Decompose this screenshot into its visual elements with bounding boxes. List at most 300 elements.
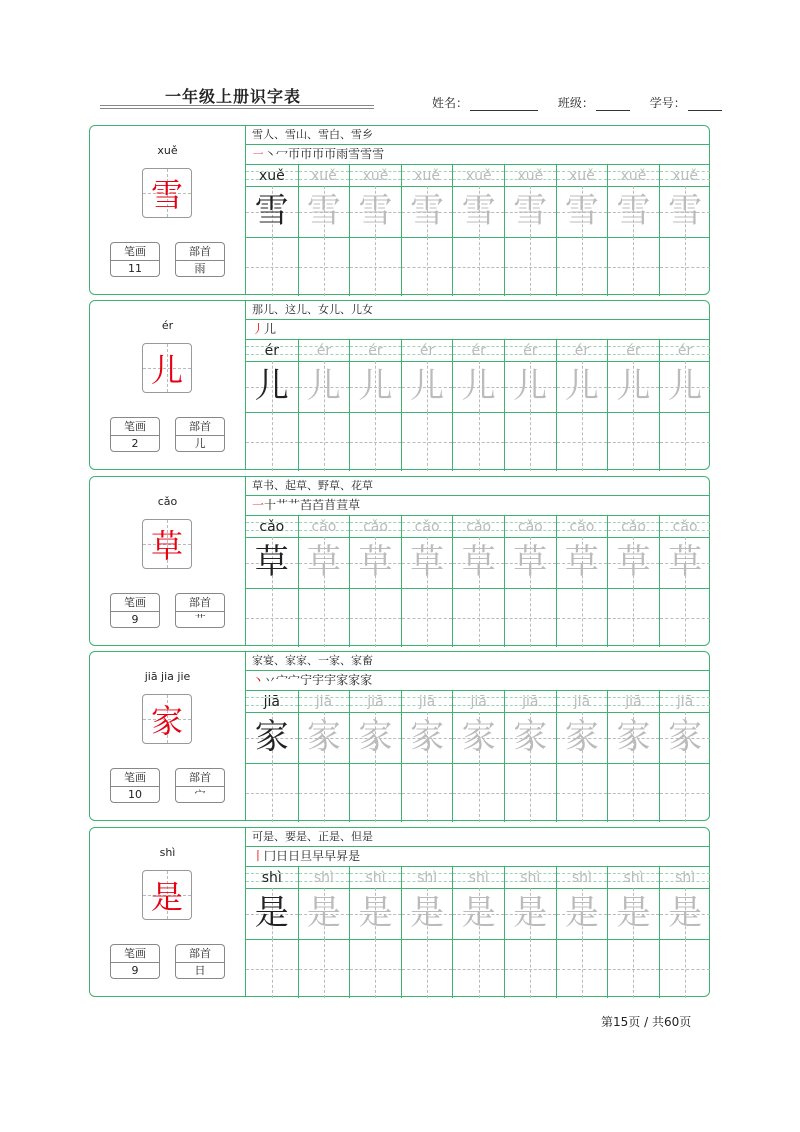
char-info-panel [90, 828, 246, 996]
practice-column [504, 866, 556, 998]
pinyin-trace: shì [571, 870, 592, 886]
stroke-count-label: 笔画 [111, 945, 159, 963]
char-card [89, 476, 710, 646]
char-display-box [142, 343, 192, 393]
stroke-step: 雪 [348, 147, 361, 161]
blank-writing-cell[interactable] [557, 412, 608, 471]
char-display-box [142, 870, 192, 920]
blank-writing-cell[interactable] [299, 763, 350, 822]
practice-column [659, 690, 711, 822]
pinyin-cell[interactable] [453, 690, 504, 713]
blank-writing-cell[interactable] [402, 939, 453, 998]
char-trace: 雪 [410, 191, 445, 231]
stroke-count-value: 11 [128, 262, 142, 275]
pinyin-trace: shì [623, 870, 644, 886]
pinyin-cell[interactable] [505, 515, 556, 538]
pinyin-trace: xuě [672, 168, 698, 184]
char-pinyin: ér [161, 319, 174, 332]
blank-writing-cell[interactable] [246, 588, 298, 647]
char-trace: 草 [358, 542, 393, 582]
char-info-panel [90, 477, 246, 645]
char-cell[interactable] [557, 888, 608, 940]
page-title: 一年级上册识字表 [165, 87, 302, 106]
stroke-count-box [110, 417, 160, 452]
char-cell[interactable] [246, 186, 298, 238]
practice-column [504, 164, 556, 296]
stroke-step: 艹 [288, 498, 301, 512]
blank-writing-cell[interactable] [350, 237, 401, 296]
char-trace: 草 [461, 542, 496, 582]
stroke-order [246, 846, 709, 867]
practice-column [607, 339, 659, 471]
char-cell[interactable] [350, 186, 401, 238]
char-pinyin: cǎo [157, 495, 178, 508]
pinyin-cell[interactable] [660, 690, 711, 713]
blank-writing-cell[interactable] [402, 588, 453, 647]
blank-writing-cell[interactable] [246, 763, 298, 822]
student-no-field[interactable] [688, 98, 722, 111]
char-cell[interactable] [402, 186, 453, 238]
pinyin-cell[interactable] [608, 339, 659, 362]
radical-value: 日 [194, 964, 206, 977]
blank-writing-cell[interactable] [660, 588, 711, 647]
practice-column [246, 515, 298, 647]
pinyin-cell[interactable] [246, 339, 298, 362]
radical-value: 宀 [194, 788, 206, 801]
stroke-step: 帀 [312, 147, 325, 161]
char-cell[interactable] [557, 537, 608, 589]
stroke-step: 十 [264, 498, 277, 512]
pinyin-trace: ér [574, 343, 590, 359]
char-info-panel [90, 652, 246, 820]
practice-column [452, 339, 504, 471]
practice-column [401, 164, 453, 296]
blank-writing-cell[interactable] [608, 763, 659, 822]
pinyin-cell[interactable] [350, 164, 401, 187]
stroke-step: 宀 [276, 673, 289, 687]
char-cell[interactable] [350, 712, 401, 764]
blank-writing-cell[interactable] [660, 412, 711, 471]
practice-column [607, 866, 659, 998]
pinyin-trace: xuě [311, 168, 337, 184]
char-cell[interactable] [350, 888, 401, 940]
blank-writing-cell[interactable] [453, 412, 504, 471]
practice-column [504, 515, 556, 647]
pinyin-cell[interactable] [608, 515, 659, 538]
pinyin-cell[interactable] [557, 339, 608, 362]
stroke-step: 苩 [300, 498, 313, 512]
practice-panel [246, 126, 709, 294]
pinyin-cell[interactable] [505, 339, 556, 362]
pinyin-cell[interactable] [402, 515, 453, 538]
stroke-step: 雪 [372, 147, 385, 161]
char-cell[interactable] [402, 537, 453, 589]
practice-column [452, 690, 504, 822]
char-trace: 是 [306, 893, 341, 933]
pinyin-trace: shì [675, 870, 696, 886]
radical-value: 雨 [194, 262, 206, 275]
blank-writing-cell[interactable] [660, 763, 711, 822]
pinyin-cell[interactable] [608, 690, 659, 713]
pinyin-cell[interactable] [557, 690, 608, 713]
practice-column [659, 339, 711, 471]
practice-column [607, 164, 659, 296]
stroke-count-box [110, 944, 160, 979]
blank-writing-cell[interactable] [453, 237, 504, 296]
pinyin-trace: jiā [263, 694, 280, 710]
word-examples: 雪人、雪山、雪白、雪乡 [246, 126, 709, 145]
practice-column [298, 339, 350, 471]
pinyin-cell[interactable] [350, 339, 401, 362]
pinyin-cell[interactable] [299, 164, 350, 187]
pinyin-trace: jiā [470, 694, 487, 710]
stroke-step: 丷 [264, 673, 277, 687]
practice-grid [246, 164, 709, 296]
char-pinyin: jiā jia jie [144, 670, 191, 683]
practice-column [607, 515, 659, 647]
pinyin-trace: xuě [465, 168, 492, 184]
char-cell[interactable] [453, 537, 504, 589]
char-trace: 是 [616, 893, 651, 933]
char-trace: 雪 [513, 191, 548, 231]
pinyin-cell[interactable] [402, 164, 453, 187]
stroke-step: 苩 [312, 498, 325, 512]
char-cell[interactable] [608, 888, 659, 940]
practice-panel [246, 477, 709, 645]
char-cell[interactable] [299, 361, 350, 413]
char-cell[interactable] [246, 712, 298, 764]
char-trace: 儿 [513, 366, 548, 406]
char-cell[interactable] [557, 361, 608, 413]
blank-writing-cell[interactable] [453, 939, 504, 998]
pinyin-trace: ér [316, 343, 332, 359]
practice-column [452, 515, 504, 647]
char-trace: 家 [616, 717, 651, 757]
char-cell[interactable] [608, 361, 659, 413]
char-cell[interactable] [660, 537, 711, 589]
stroke-step: 丿 [252, 322, 265, 336]
pinyin-cell[interactable] [246, 690, 298, 713]
char-cell[interactable] [608, 537, 659, 589]
practice-column [401, 866, 453, 998]
char-trace: 是 [410, 893, 445, 933]
word-examples: 家宴、家家、一家、家畜 [246, 652, 709, 671]
pinyin-cell[interactable] [557, 515, 608, 538]
radical-box [175, 417, 225, 452]
blank-writing-cell[interactable] [350, 588, 401, 647]
stroke-count-box [110, 242, 160, 277]
char-cell[interactable] [608, 186, 659, 238]
practice-column [659, 866, 711, 998]
stroke-count-label: 笔画 [111, 243, 159, 261]
blank-writing-cell[interactable] [608, 412, 659, 471]
pinyin-cell[interactable] [505, 690, 556, 713]
char-cell[interactable] [402, 361, 453, 413]
blank-writing-cell[interactable] [350, 939, 401, 998]
pinyin-cell[interactable] [608, 164, 659, 187]
char-cell[interactable] [505, 537, 556, 589]
name-label: 姓名： [432, 96, 469, 110]
stroke-step: 丨 [252, 849, 265, 863]
char-trace: 家 [461, 717, 496, 757]
char-cell[interactable] [557, 186, 608, 238]
blank-writing-cell[interactable] [557, 763, 608, 822]
char-trace: 雪 [306, 191, 341, 231]
pinyin-trace: xuě [620, 168, 647, 184]
pinyin-cell[interactable] [299, 515, 350, 538]
blank-writing-cell[interactable] [246, 939, 298, 998]
pinyin-cell[interactable] [350, 690, 401, 713]
pinyin-trace: cǎo [363, 519, 388, 535]
char-cell[interactable] [402, 888, 453, 940]
char-cell[interactable] [453, 186, 504, 238]
title-underline [100, 105, 374, 106]
char-trace: 家 [564, 717, 599, 757]
stroke-step: 荁 [336, 498, 349, 512]
stroke-step: 日 [288, 849, 301, 863]
blank-writing-cell[interactable] [299, 412, 350, 471]
char-cell[interactable] [299, 186, 350, 238]
stroke-step: 艹 [276, 498, 289, 512]
stroke-step: ㇔ [264, 147, 277, 161]
pinyin-trace: ér [523, 343, 538, 359]
char-trace: 家 [358, 717, 393, 757]
pinyin-cell[interactable] [246, 164, 298, 187]
char-cell[interactable] [453, 888, 504, 940]
radical-box [175, 768, 225, 803]
blank-writing-cell[interactable] [402, 763, 453, 822]
practice-grid [246, 690, 709, 822]
pinyin-cell[interactable] [660, 339, 711, 362]
practice-grid [246, 339, 709, 471]
radical-label: 部首 [176, 418, 224, 436]
stroke-step: 家 [336, 673, 349, 687]
blank-writing-cell[interactable] [402, 412, 453, 471]
blank-writing-cell[interactable] [505, 588, 556, 647]
pinyin-trace: shì [520, 870, 541, 886]
pinyin-cell[interactable] [453, 866, 504, 889]
char-info-panel [90, 126, 246, 294]
char-trace: 儿 [306, 366, 341, 406]
pinyin-cell[interactable] [453, 515, 504, 538]
pinyin-trace: cǎo [672, 519, 698, 535]
blank-writing-cell[interactable] [299, 939, 350, 998]
pinyin-cell[interactable] [557, 164, 608, 187]
pinyin-cell[interactable] [350, 515, 401, 538]
radical-value: 儿 [194, 437, 206, 450]
pinyin-cell[interactable] [453, 164, 504, 187]
char-cell[interactable] [505, 888, 556, 940]
blank-writing-cell[interactable] [505, 939, 556, 998]
word-examples: 草书、起草、野草、花草 [246, 477, 709, 496]
radical-label: 部首 [176, 243, 224, 261]
pinyin-cell[interactable] [557, 866, 608, 889]
char-cell[interactable] [660, 186, 711, 238]
class-field[interactable] [596, 98, 630, 111]
char-trace: 雪 [564, 191, 599, 231]
class-label: 班级： [557, 96, 594, 110]
char-cell[interactable] [246, 361, 298, 413]
char-cell[interactable] [505, 712, 556, 764]
practice-column [246, 164, 298, 296]
char-cell[interactable] [453, 712, 504, 764]
blank-writing-cell[interactable] [557, 237, 608, 296]
char-display-box [142, 168, 192, 218]
pinyin-cell[interactable] [299, 866, 350, 889]
char-cell[interactable] [299, 537, 350, 589]
char-trace: 雪 [254, 191, 289, 231]
radical-label: 部首 [176, 594, 224, 612]
blank-writing-cell[interactable] [299, 588, 350, 647]
pinyin-cell[interactable] [505, 866, 556, 889]
char-cell[interactable] [660, 712, 711, 764]
stroke-step: 家 [348, 673, 361, 687]
blank-writing-cell[interactable] [246, 237, 298, 296]
practice-column [401, 339, 453, 471]
blank-writing-cell[interactable] [350, 763, 401, 822]
stroke-step: 一 [252, 498, 265, 512]
char-display-box [142, 519, 192, 569]
pinyin-cell[interactable] [350, 866, 401, 889]
blank-writing-cell[interactable] [660, 237, 711, 296]
char-cell[interactable] [246, 888, 298, 940]
pinyin-trace: jiā [625, 694, 642, 710]
char-trace: 雪 [461, 191, 496, 231]
stroke-step: 帀 [288, 147, 301, 161]
practice-panel [246, 301, 709, 469]
pinyin-trace: shì [261, 870, 282, 886]
char-trace: 家 [254, 717, 289, 757]
stroke-step: 日 [276, 849, 289, 863]
char-trace: 草 [513, 542, 548, 582]
char-trace: 是 [254, 893, 289, 933]
char-cell[interactable] [660, 888, 711, 940]
blank-writing-cell[interactable] [660, 939, 711, 998]
pinyin-cell[interactable] [660, 164, 711, 187]
char-cell[interactable] [608, 712, 659, 764]
char-trace: 儿 [668, 366, 703, 406]
pinyin-cell[interactable] [402, 690, 453, 713]
pinyin-cell[interactable] [246, 515, 298, 538]
blank-writing-cell[interactable] [505, 237, 556, 296]
blank-writing-cell[interactable] [350, 412, 401, 471]
student-no-label: 学号： [649, 96, 686, 110]
pinyin-trace: cǎo [466, 519, 492, 535]
pinyin-cell[interactable] [660, 866, 711, 889]
stroke-step: 早 [324, 849, 337, 863]
char-trace: 家 [513, 717, 548, 757]
char-trace: 草 [668, 542, 703, 582]
practice-panel [246, 652, 709, 820]
name-field[interactable] [470, 98, 538, 111]
pinyin-cell[interactable] [299, 690, 350, 713]
char-cell[interactable] [299, 712, 350, 764]
stroke-count-label: 笔画 [111, 418, 159, 436]
radical-box [175, 944, 225, 979]
blank-writing-cell[interactable] [453, 763, 504, 822]
pinyin-cell[interactable] [505, 164, 556, 187]
blank-writing-cell[interactable] [402, 237, 453, 296]
pinyin-trace: xuě [362, 168, 389, 184]
char-cell[interactable] [402, 712, 453, 764]
pinyin-trace: xuě [258, 168, 285, 184]
char-glyph: 草 [150, 527, 183, 565]
blank-writing-cell[interactable] [299, 237, 350, 296]
stroke-step: 宇 [324, 673, 337, 687]
practice-column [556, 339, 608, 471]
blank-writing-cell[interactable] [505, 412, 556, 471]
pinyin-cell[interactable] [608, 866, 659, 889]
radical-box [175, 593, 225, 628]
practice-column [452, 866, 504, 998]
char-cell[interactable] [660, 361, 711, 413]
char-trace: 草 [410, 542, 445, 582]
char-cell[interactable] [350, 361, 401, 413]
practice-column [298, 515, 350, 647]
char-cell[interactable] [557, 712, 608, 764]
char-trace: 草 [564, 542, 599, 582]
pinyin-trace: shì [468, 870, 489, 886]
char-trace: 是 [668, 893, 703, 933]
pinyin-cell[interactable] [660, 515, 711, 538]
practice-column [659, 515, 711, 647]
blank-writing-cell[interactable] [453, 588, 504, 647]
blank-writing-cell[interactable] [608, 588, 659, 647]
blank-writing-cell[interactable] [608, 939, 659, 998]
blank-writing-cell[interactable] [505, 763, 556, 822]
char-info-panel [90, 301, 246, 469]
pinyin-trace: cǎo [517, 519, 543, 535]
student-info [432, 94, 722, 111]
char-cell[interactable] [350, 537, 401, 589]
pinyin-cell[interactable] [453, 339, 504, 362]
char-trace: 儿 [564, 366, 599, 406]
pinyin-cell[interactable] [246, 866, 298, 889]
stroke-step: 儿 [264, 322, 277, 336]
stroke-step: 家 [360, 673, 373, 687]
blank-writing-cell[interactable] [608, 237, 659, 296]
stroke-order [246, 670, 709, 691]
pinyin-cell[interactable] [402, 339, 453, 362]
pinyin-cell[interactable] [402, 866, 453, 889]
char-trace: 儿 [410, 366, 445, 406]
char-cell[interactable] [246, 537, 298, 589]
stroke-order [246, 144, 709, 165]
char-cell[interactable] [453, 361, 504, 413]
pinyin-cell[interactable] [299, 339, 350, 362]
pinyin-trace: shì [417, 870, 438, 886]
blank-writing-cell[interactable] [557, 588, 608, 647]
stroke-step: 苜 [324, 498, 337, 512]
blank-writing-cell[interactable] [557, 939, 608, 998]
stroke-count-label: 笔画 [111, 594, 159, 612]
pinyin-trace: jiā [367, 694, 384, 710]
practice-column [401, 690, 453, 822]
pinyin-trace: ér [419, 343, 435, 359]
blank-writing-cell[interactable] [246, 412, 298, 471]
char-cell[interactable] [299, 888, 350, 940]
practice-column [504, 690, 556, 822]
practice-column [246, 339, 298, 471]
pinyin-trace: ér [471, 343, 486, 359]
word-examples: 可是、要是、正是、但是 [246, 828, 709, 847]
char-trace: 草 [254, 542, 289, 582]
stroke-step: 帀 [324, 147, 337, 161]
char-cell[interactable] [505, 186, 556, 238]
stroke-step: 旦 [300, 849, 313, 863]
char-cell[interactable] [505, 361, 556, 413]
char-trace: 是 [513, 893, 548, 933]
